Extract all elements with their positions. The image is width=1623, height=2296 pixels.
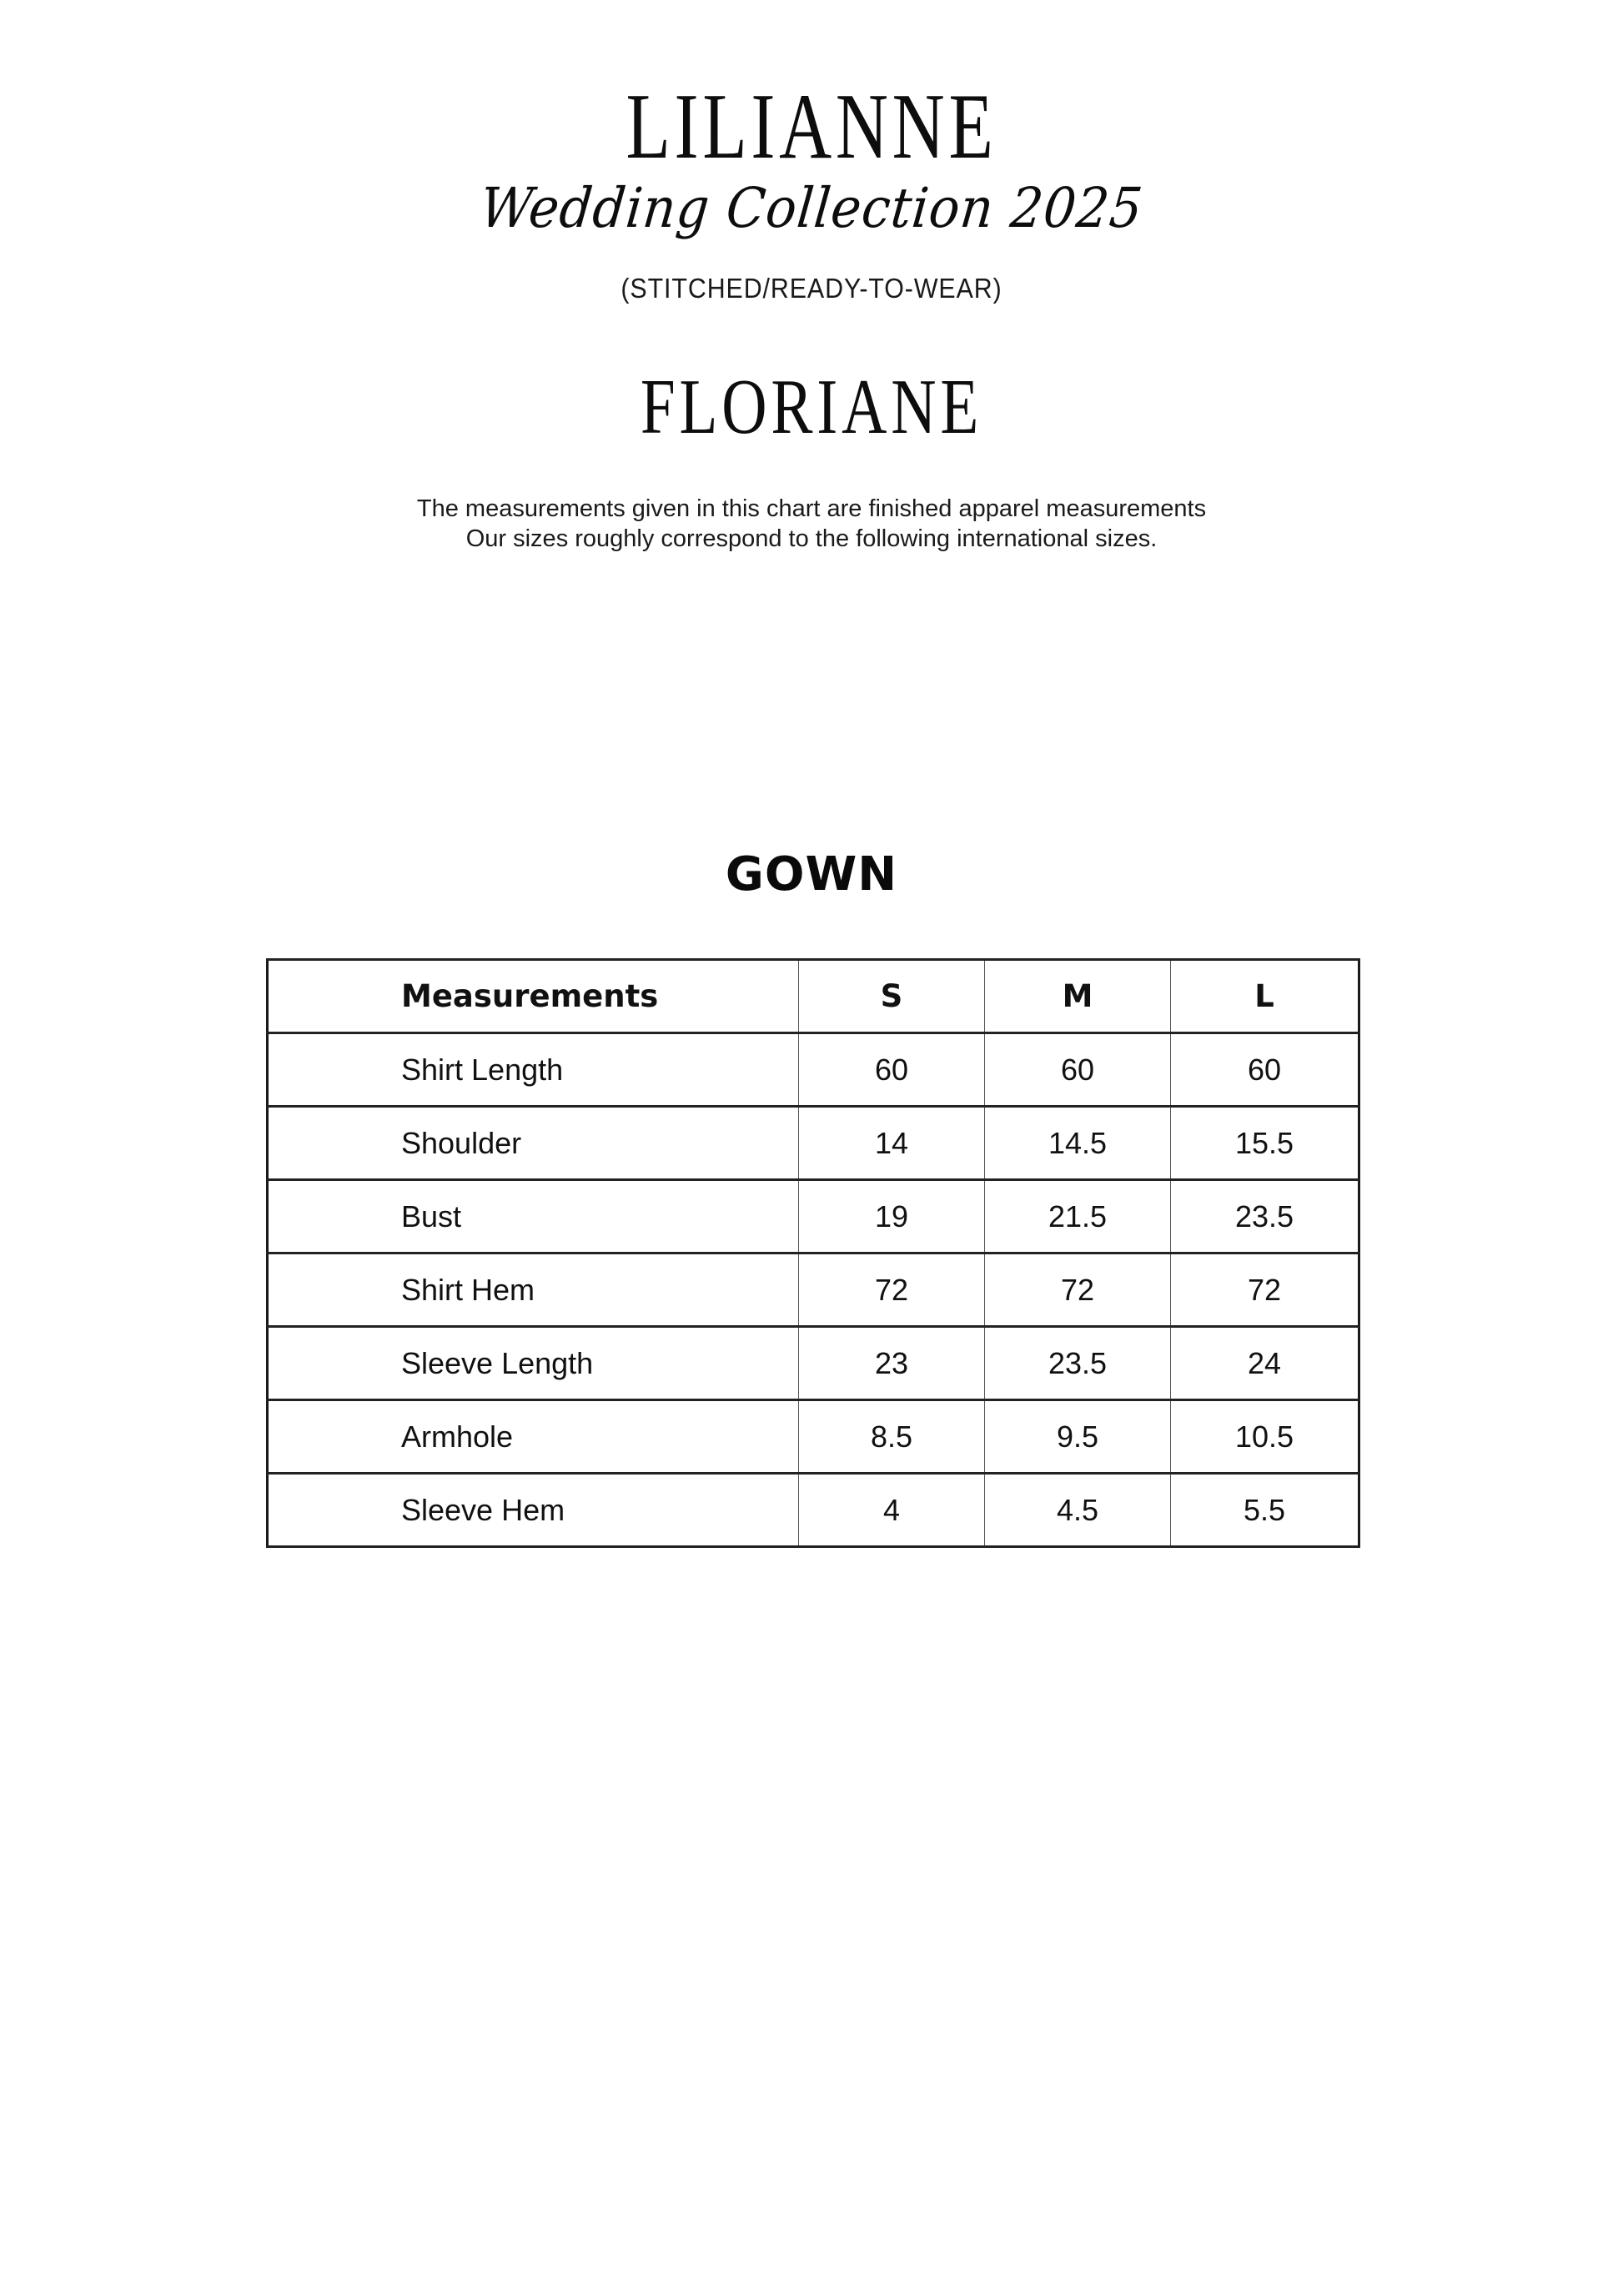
table-row — [268, 1107, 1359, 1180]
value-m: 23.5 — [985, 1327, 1171, 1400]
value-l: 60 — [1171, 1033, 1359, 1107]
intro-text — [0, 494, 1623, 554]
row-label: Shirt Hem — [268, 1254, 799, 1327]
collection-category: (STITCHED/READY-TO-WEAR) — [621, 273, 1002, 304]
row-label: Sleeve Length — [268, 1327, 799, 1400]
collection-title: Wedding Collection 2025 — [477, 176, 1146, 240]
value-l: 24 — [1171, 1327, 1359, 1400]
intro-line-1: The measurements given in this chart are finished apparel measurements — [416, 495, 1207, 522]
row-label: Armhole — [268, 1400, 799, 1474]
intro-line-2: Our sizes roughly correspond to the following international sizes. — [465, 525, 1158, 552]
table-row — [268, 1400, 1359, 1474]
value-m: 72 — [985, 1254, 1171, 1327]
row-label: Sleeve Hem — [268, 1474, 799, 1547]
value-s: 72 — [799, 1254, 985, 1327]
table-header-row — [268, 960, 1359, 1033]
value-s: 19 — [799, 1180, 985, 1254]
table-row — [268, 1180, 1359, 1254]
table-row — [268, 1254, 1359, 1327]
header-size-m: M — [985, 960, 1171, 1033]
row-label: Shoulder — [268, 1107, 799, 1180]
header-measurements: Measurements — [268, 960, 799, 1033]
header-size-l: L — [1171, 960, 1359, 1033]
table-row — [268, 1474, 1359, 1547]
value-m: 21.5 — [985, 1180, 1171, 1254]
value-m: 4.5 — [985, 1474, 1171, 1547]
value-m: 60 — [985, 1033, 1171, 1107]
value-s: 4 — [799, 1474, 985, 1547]
value-s: 8.5 — [799, 1400, 985, 1474]
table-row — [268, 1327, 1359, 1400]
value-m: 9.5 — [985, 1400, 1171, 1474]
value-l: 15.5 — [1171, 1107, 1359, 1180]
value-l: 72 — [1171, 1254, 1359, 1327]
value-l: 10.5 — [1171, 1400, 1359, 1474]
value-s: 14 — [799, 1107, 985, 1180]
product-name: FLORIANE — [640, 364, 983, 450]
value-s: 60 — [799, 1033, 985, 1107]
table-row — [268, 1033, 1359, 1107]
row-label: Shirt Length — [268, 1033, 799, 1107]
row-label: Bust — [268, 1180, 799, 1254]
value-m: 14.5 — [985, 1107, 1171, 1180]
value-l: 23.5 — [1171, 1180, 1359, 1254]
brand-logo: LILIANNE — [626, 75, 997, 178]
header-size-s: S — [799, 960, 985, 1033]
value-l: 5.5 — [1171, 1474, 1359, 1547]
size-chart-table — [266, 958, 1360, 1548]
section-title: GOWN — [725, 847, 898, 902]
value-s: 23 — [799, 1327, 985, 1400]
